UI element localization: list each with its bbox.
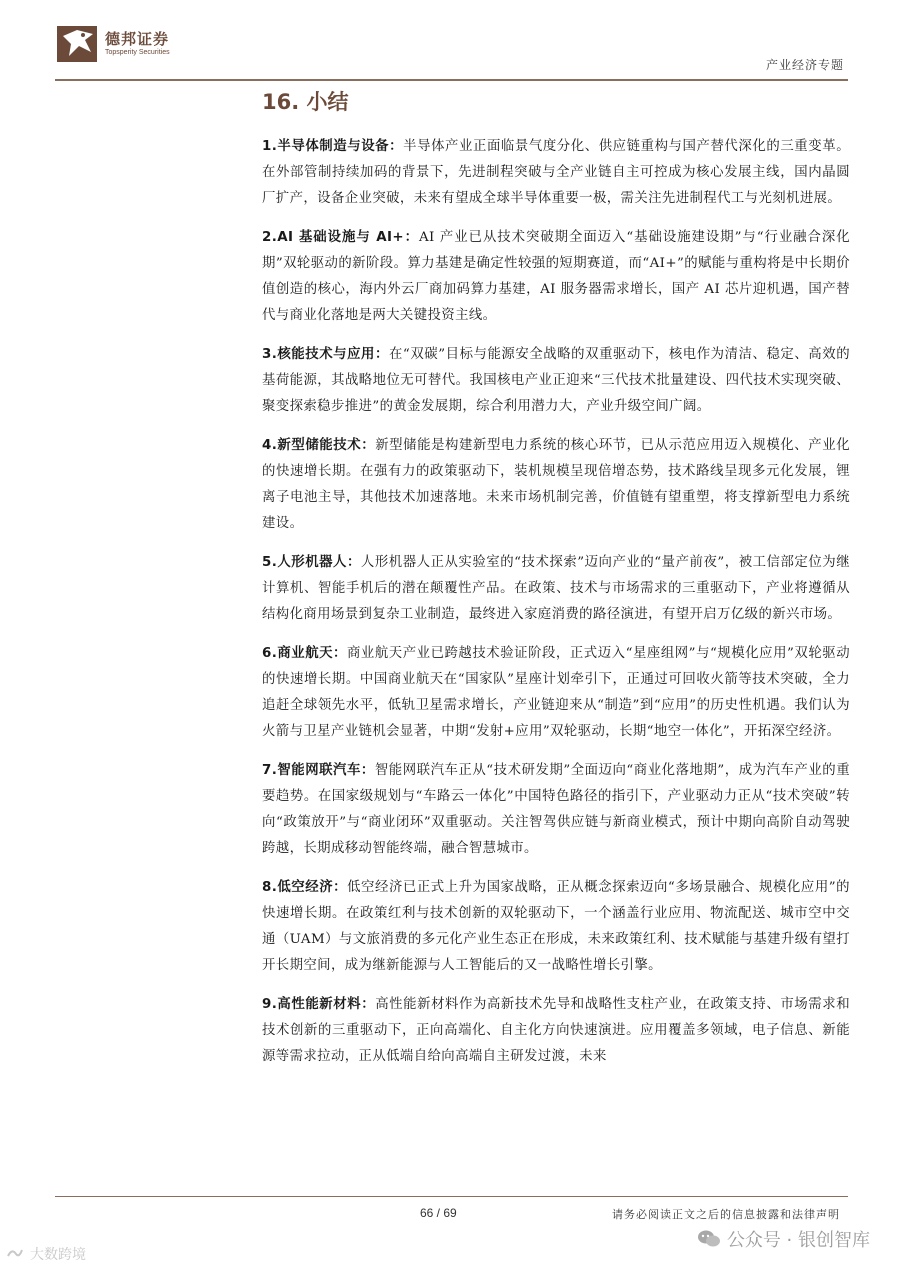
paragraph-ai-infrastructure xyxy=(262,225,850,329)
footer-divider xyxy=(55,1196,848,1197)
watermark-left xyxy=(6,1244,86,1264)
paragraph-nuclear xyxy=(262,342,850,420)
paragraph-humanoid-robot xyxy=(262,550,850,628)
paragraph-body: 新型储能是构建新型电力系统的核心环节，已从示范应用迈入规模化、产业化的快速增长期。在强有力的政策驱动下，装机规模呈现倍增态势，技术路线呈现多元化发展，锂离子电池主导，其他技术加速落地。未来市场机制完善，价值链有望重塑，将支撑新型电力系统建设。 xyxy=(262,438,850,531)
paragraph-body: 半导体产业正面临景气度分化、供应链重构与国产替代深化的三重变革。在外部管制持续加码的背景下，先进制程突破与全产业链自主可控成为核心发展主线，国内晶圆厂扩产，设备企业突破，未来有望成全球半导体重要一极，需关注先进制程代工与光刻机进展。 xyxy=(262,139,850,206)
watermark-logo-icon xyxy=(6,1246,24,1264)
disclaimer: 请务必阅读正文之后的信息披露和法律声明 xyxy=(612,1208,840,1221)
paragraph-heading: 8.低空经济： xyxy=(262,880,348,895)
paragraph-heading: 5.人形机器人： xyxy=(262,555,361,570)
watermark-left-text: 大数跨境 xyxy=(30,1247,86,1263)
paragraph-connected-vehicles xyxy=(262,758,850,862)
paragraph-semiconductor xyxy=(262,134,850,212)
company-name-en: Topsperity Securities xyxy=(105,49,170,56)
paragraph-heading: 7.智能网联汽车： xyxy=(262,763,375,778)
paragraph-low-altitude xyxy=(262,875,850,979)
section-title: 16. 小结 xyxy=(262,90,349,114)
paragraph-body: 高性能新材料作为高新技术先导和战略性支柱产业，在政策支持、市场需求和技术创新的三重驱动下，正向高端化、自主化方向快速演进。应用覆盖多领域，电子信息、新能源等需求拉动，正从低端自给向高端自主研发过渡，未来 xyxy=(262,997,850,1064)
paragraph-body: 人形机器人正从实验室的“技术探索”迈向产业的“量产前夜”，被工信部定位为继计算机、智能手机后的潜在颠覆性产品。在政策、技术与市场需求的三重驱动下，产业将遵循从结构化商用场景到复杂工业制造，最终进入家庭消费的路径演进，有望开启万亿级的新兴市场。 xyxy=(262,555,850,622)
paragraph-heading: 3.核能技术与应用： xyxy=(262,347,389,362)
wechat-icon xyxy=(697,1229,721,1254)
company-name-cn: 德邦证券 xyxy=(105,30,170,48)
watermark-right xyxy=(697,1226,870,1254)
watermark-right-text: 公众号 · 银创智库 xyxy=(726,1230,870,1251)
paragraph-heading: 1.半导体制造与设备： xyxy=(262,139,404,154)
paragraph-heading: 9.高性能新材料： xyxy=(262,997,376,1012)
paragraph-heading: 4.新型储能技术： xyxy=(262,438,376,453)
paragraph-body: 商业航天产业已跨越技术验证阶段，正式迈入“星座组网”与“规模化应用”双轮驱动的快速增长期。中国商业航天在“国家队”星座计划牵引下，正通过可回收火箭等技术突破，全力追赶全球领先水平，低轨卫星需求增长，产业链迎来从“制造”到“应用”的历史性机遇。我们认为火箭与卫星产业链机会显著，中期“发射+应用”双轮驱动，长期“地空一体化”，开拓深空经济。 xyxy=(262,646,850,739)
paragraph-heading: 2.AI 基础设施与 AI+： xyxy=(262,230,419,245)
paragraph-commercial-space xyxy=(262,641,850,745)
paragraph-body: 智能网联汽车正从“技术研发期”全面迈向“商业化落地期”，成为汽车产业的重要趋势。在国家级规划与“车路云一体化”中国特色路径的指引下，产业驱动力正从“技术突破”转向“政策放开”与“商业闭环”双重驱动。关注智驾供应链与新商业模式，预计中期向高阶自动驾驶跨越，长期成移动智能终端，融合智慧城市。 xyxy=(262,763,850,856)
summary-content xyxy=(262,134,850,1083)
logo-mark-icon xyxy=(55,22,101,66)
header-divider xyxy=(55,79,848,81)
report-type: 产业经济专题 xyxy=(765,58,844,72)
paragraph-heading: 6.商业航天： xyxy=(262,646,347,661)
company-logo xyxy=(55,22,195,66)
paragraph-body: 在“双碳”目标与能源安全战略的双重驱动下，核电作为清洁、稳定、高效的基荷能源，其战略地位无可替代。我国核电产业正迎来“三代技术批量建设、四代技术实现突破、聚变探索稳步推进”的黄金发展期，综合利用潜力大，产业升级空间广阔。 xyxy=(262,347,850,414)
paragraph-body: 低空经济已正式上升为国家战略，正从概念探索迈向“多场景融合、规模化应用”的快速增长期。在政策红利与技术创新的双轮驱动下，一个涵盖行业应用、物流配送、城市空中交通（UAM）与文旅消费的多元化产业生态正在形成，未来政策红利、技术赋能与基建升级有望打开长期空间，成为继新能源与人工智能后的又一战略性增长引擎。 xyxy=(262,880,850,973)
paragraph-new-materials xyxy=(262,992,850,1070)
page-number: 66 / 69 xyxy=(420,1206,457,1220)
paragraph-energy-storage xyxy=(262,433,850,537)
paragraph-body: AI 产业已从技术突破期全面迈入“基础设施建设期”与“行业融合深化期”双轮驱动的新阶段。算力基建是确定性较强的短期赛道，而“AI+”的赋能与重构将是中长期价值创造的核心，海内外云厂商加码算力基建，AI 服务器需求增长，国产 AI 芯片迎机遇，国产替代与商业化落地是两大关键投资主线。 xyxy=(262,230,851,323)
